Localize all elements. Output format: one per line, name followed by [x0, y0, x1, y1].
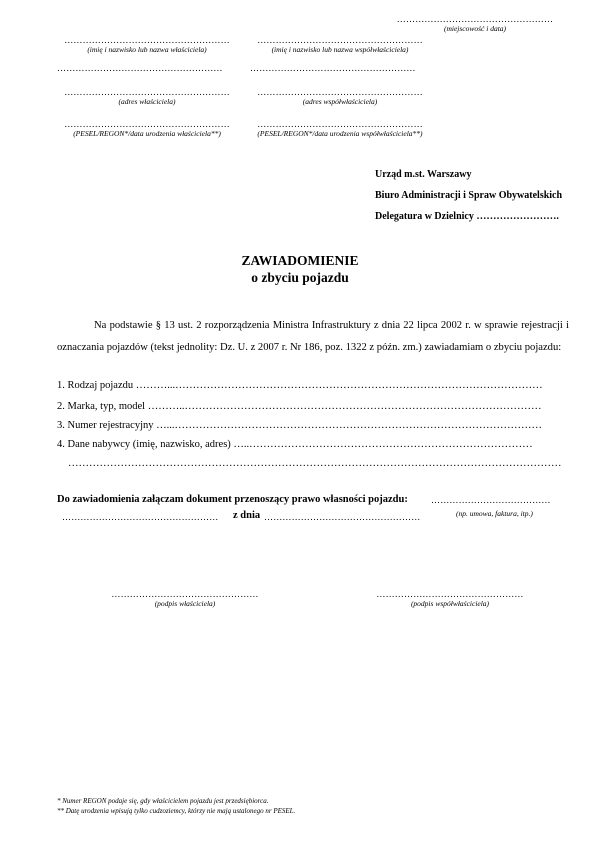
- item-make-model[interactable]: 2. Marka, typ, model ………..…………………………………………………………………………………………: [57, 401, 542, 412]
- owner-address-block: [57, 87, 237, 106]
- footnote-regon: * Numer REGON podaje się, gdy właścicielem pojazdu jest przedsiębiorca.: [57, 797, 269, 805]
- attachment-hint: (np. umowa, faktura, itp.): [456, 509, 533, 518]
- attachment-date-dots[interactable]: ……………………………………………: [264, 512, 421, 522]
- place-date-caption: (miejscowość i data): [443, 24, 507, 33]
- coowner-name-dots[interactable]: ………………………………………………: [257, 35, 423, 45]
- attachment-document-dots[interactable]: …………………………………: [431, 495, 551, 505]
- coowner-pesel-block: [250, 119, 430, 138]
- owner-pesel-block: [57, 119, 237, 138]
- coowner-address-block: [250, 87, 430, 106]
- coowner-signature-caption: (podpis współwłaściciela): [410, 599, 490, 608]
- footnote-birthdate: ** Datę urodzenia wpisują tylko cudzoziemcy, którzy nie mają ustalonego nr PESEL.: [57, 807, 296, 815]
- owner-signature-caption: (podpis właściciela): [154, 599, 216, 608]
- item-registration-number[interactable]: 3. Numer rejestracyjny …...……………………………………………………………………………………………: [57, 420, 543, 431]
- coowner-name-block: [250, 35, 430, 54]
- coowner-extra-dots[interactable]: ………………………………………………: [250, 63, 416, 73]
- place-date-block: [395, 14, 555, 33]
- owner-name-caption: (imię i nazwisko lub nazwa właściciela): [87, 45, 207, 54]
- coowner-name-caption: (imię i nazwisko lub nazwa współwłaściciela): [271, 45, 409, 54]
- coowner-address-dots[interactable]: ………………………………………………: [257, 87, 423, 97]
- coowner-pesel-caption: (PESEL/REGON*/data urodzenia współwłaściciela**): [257, 129, 423, 138]
- place-date-dots[interactable]: ……………………………………………: [396, 14, 554, 24]
- attachment-line-dots[interactable]: ……………………………………………: [62, 512, 219, 522]
- item-vehicle-kind[interactable]: 1. Rodzaj pojazdu ………...……………………………………………………………………………………………: [57, 380, 543, 391]
- owner-address-caption: (adres właściciela): [118, 97, 176, 106]
- owner-pesel-dots[interactable]: ………………………………………………: [64, 119, 230, 129]
- document-title: ZAWIADOMIENIE: [241, 253, 359, 268]
- coowner-pesel-dots[interactable]: ………………………………………………: [257, 119, 423, 129]
- item-buyer-data[interactable]: 4. Dane nabywcy (imię, nazwisko, adres) …..………………………………………………………………………: [57, 439, 533, 450]
- office-line-3: Delegatura w Dzielnicy …………………….: [375, 211, 559, 222]
- attachment-date-label: z dnia: [233, 510, 261, 521]
- owner-signature-dots[interactable]: …………………………………………: [111, 589, 259, 599]
- owner-name-block: [57, 35, 237, 54]
- attachment-label: Do zawiadomienia załączam dokument przenoszący prawo własności pojazdu:: [57, 494, 408, 505]
- legal-basis-paragraph: Na podstawie § 13 ust. 2 rozporządzenia Ministra Infrastruktury z dnia 22 lipca 2002 r. w sprawie rejestracji i oznaczania pojazdów (tekst jednolity: Dz. U. z 2007 r. Nr 186, poz. 1322 z późn. zm.) zawiadamiam o zbyciu pojazdu:: [57, 320, 569, 353]
- item-buyer-data-continued[interactable]: ……………………………………………………………………………………………………………………………: [68, 458, 562, 469]
- office-line-2: Biuro Administracji i Spraw Obywatelskich: [375, 190, 563, 201]
- owner-signature-block: [90, 589, 280, 608]
- owner-pesel-caption: (PESEL/REGON*/data urodzenia właściciela**): [73, 129, 221, 138]
- owner-address-dots[interactable]: ………………………………………………: [64, 87, 230, 97]
- owner-name-dots[interactable]: ………………………………………………: [64, 35, 230, 45]
- coowner-address-caption: (adres współwłaściciela): [302, 97, 378, 106]
- owner-extra-dots[interactable]: ………………………………………………: [57, 63, 223, 73]
- coowner-signature-block: [355, 589, 545, 608]
- office-line-1: Urząd m.st. Warszawy: [375, 169, 472, 180]
- coowner-signature-dots[interactable]: …………………………………………: [376, 589, 524, 599]
- document-subtitle: o zbyciu pojazdu: [251, 270, 349, 285]
